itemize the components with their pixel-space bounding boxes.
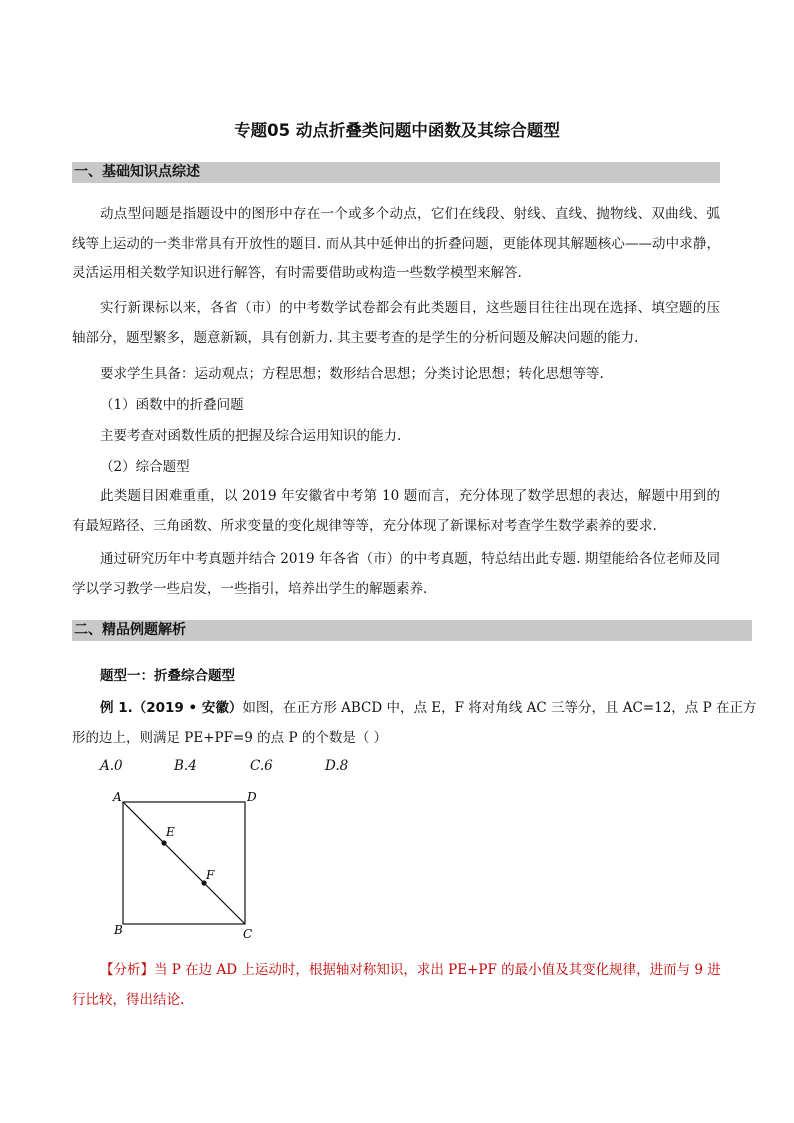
example-label: 例 1.（2019 • 安徽） xyxy=(100,700,243,716)
example-line-1 xyxy=(100,696,756,716)
analysis-line-2: 行比较，得出结论. xyxy=(72,992,185,1008)
example-line-2: 形的边上，则满足 PE+PF=9 的点 P 的个数是（ ） xyxy=(72,730,388,746)
example-text-1: 如图，在正方形 ABCD 中，点 E，F 将对角线 AC 三等分，且 AC=12，点 P 在正方 xyxy=(242,700,757,716)
paragraph-difficulty: 此类题目困难重重，以 2019 年安徽省中考第 10 题而言，充分体现了数学思想的表达，解题中用到的有最短路径、三角函数、所求变量的变化规律等等，充分体现了新课标对考查学生数学素养的要求. xyxy=(72,488,720,534)
label-b: B xyxy=(114,923,123,937)
analysis-label: 【分析】 xyxy=(100,962,154,978)
label-f: F xyxy=(206,868,215,882)
analysis-line-1 xyxy=(100,958,721,978)
option-b: B.4 xyxy=(174,758,197,774)
option-d: D.8 xyxy=(325,758,349,774)
label-e: E xyxy=(166,825,175,839)
label-a: A xyxy=(113,790,122,804)
type-heading: 题型一：折叠综合题型 xyxy=(100,668,235,684)
section-heading-basics: 一、基础知识点综述 xyxy=(72,162,720,183)
point-e xyxy=(161,840,166,845)
option-c: C.6 xyxy=(250,758,273,774)
section-heading-examples: 二、精品例题解析 xyxy=(72,620,752,641)
list-item-comprehensive: （2）综合题型 xyxy=(100,459,190,475)
label-d: D xyxy=(247,790,257,804)
label-c: C xyxy=(243,927,253,941)
list-item-folding: （1）函数中的折叠问题 xyxy=(100,397,244,413)
paragraph-intro: 动点型问题是指题设中的图形中存在一个或多个动点，它们在线段、射线、直线、抛物线、双曲线、弧线等上运动的一类非常具有开放性的题目. 而从其中延伸出的折叠问题，更能体现其解题核心——动中求静，灵活运用相关数学知识进行解答，有时需要借助或构造一些数学模型来解答. xyxy=(72,206,720,281)
paragraph-curriculum: 实行新课标以来，各省（市）的中考数学试卷都会有此类题目，这些题目往往出现在选择、填空题的压轴部分，题型繁多，题意新颖，具有创新力. 其主要考查的是学生的分析问题及解决问题的能力. xyxy=(72,300,720,346)
square-diagram xyxy=(100,782,280,942)
analysis-text-1: 当 P 在边 AD 上运动时，根据轴对称知识，求出 PE+PF 的最小值及其变化规律，进而与 9 进 xyxy=(154,962,721,978)
option-a: A.0 xyxy=(100,758,123,774)
page-title: 专题05 动点折叠类问题中函数及其综合题型 xyxy=(234,121,560,140)
paragraph-requirements: 要求学生具备：运动观点；方程思想；数形结合思想；分类讨论思想；转化思想等等. xyxy=(100,366,604,382)
diagonal-ac xyxy=(123,802,245,924)
list-item-folding-desc: 主要考查对函数性质的把握及综合运用知识的能力. xyxy=(100,428,402,444)
paragraph-purpose: 通过研究历年中考真题并结合 2019 年各省（市）的中考真题，特总结出此专题. 期望能给各位老师及同学以学习教学一些启发，一些指引，培养出学生的解题素养. xyxy=(72,551,720,597)
